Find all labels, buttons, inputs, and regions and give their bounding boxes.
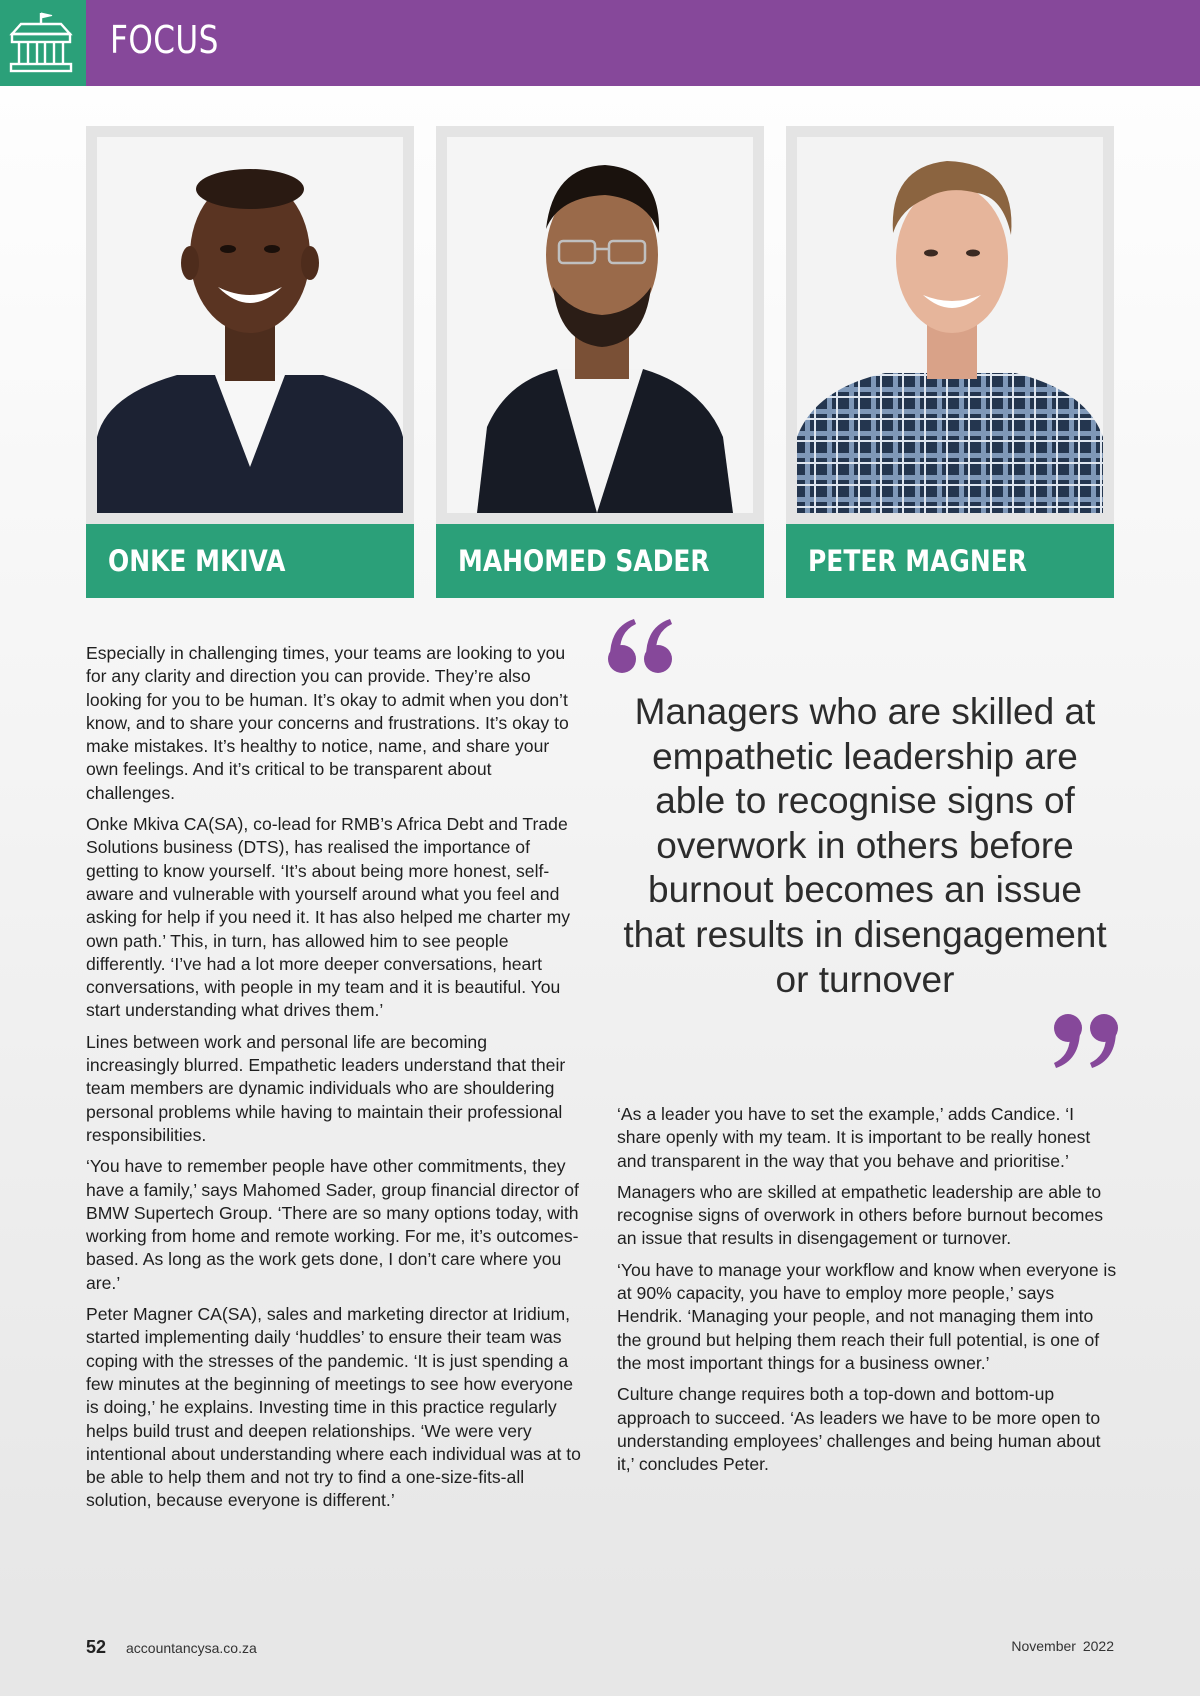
header-bar: [0, 0, 1200, 86]
article-right-column: [617, 1103, 1117, 1484]
photo-frame: [786, 126, 1114, 524]
open-quote-icon: [606, 617, 676, 677]
page-number: 52: [86, 1637, 107, 1657]
portrait-photo-peter-magner: [797, 137, 1103, 513]
article-paragraph: Lines between work and personal life are becoming increasingly blurred. Empathetic leaders understand that their team members are dynamic individuals who are shouldering personal problems while having to maintain their professional responsibilities.: [86, 1031, 566, 1145]
article-paragraph: ‘As a leader you have to set the example,’ adds Candice. ‘I share openly with my team. It is important to be really honest and transparent in the way that you behave and prioritise.’: [617, 1104, 1091, 1171]
name-bar: [86, 524, 414, 598]
article-paragraph: Peter Magner CA(SA), sales and marketing director at Iridium, started implementing daily ‘huddles’ to ensure their team was coping with the stresses of the pandemic. ‘It is just spending a few minutes at the beginning of meetings to see how everyone is doing,’ he explains. Investing time in this practice regularly helps build trust and deepen relationships. ‘We were very intentional about understanding where each individual was at to be able to help them and not try to find a one-size-fits-all solution, because everyone is different.’: [86, 1304, 581, 1511]
article-paragraph: ‘You have to remember people have other commitments, they have a family,’ says Mahomed Sader, group financial director of BMW Supertech Group. ‘There are so many options today, with working from home and remote working. For me, it’s outcomes-based. As long as the work gets done, I don’t care where you are.’: [86, 1156, 579, 1293]
pull-quote: Managers who are skilled at empathetic leadership are able to recognise signs of overwork in others before burnout becomes an issue that results in disengagement or turnover: [623, 691, 1107, 1000]
close-quote-icon: [1050, 1010, 1120, 1070]
photo-frame: [86, 126, 414, 524]
article-paragraph: Culture change requires both a top-down and bottom-up approach to succeed. ‘As leaders we have to be more open to understanding employees’ challenges and being human about it,’ concludes Peter.: [617, 1384, 1101, 1475]
profile-name: MAHOMED SADER: [458, 544, 710, 578]
profile-card-onke-mkiva: [86, 126, 414, 598]
name-bar: [786, 524, 1114, 598]
issue-date: November 2022: [1011, 1638, 1114, 1654]
article-paragraph: Managers who are skilled at empathetic leadership are able to recognise signs of overwork in others before burnout becomes an issue that results in disengagement or turnover.: [617, 1181, 1104, 1249]
portrait-photo-onke-mkiva: [97, 137, 403, 513]
building-icon: [9, 10, 73, 74]
portrait-photo-mahomed-sader: [447, 137, 753, 513]
article-paragraph: ‘You have to manage your workflow and know when everyone is at 90% capacity, you have to employ more people,’ says Hendrik. ‘Managing your people, and not managing them into the ground but helping them reach their full potential, is one of the most important things for a business owner.’: [617, 1259, 1117, 1373]
name-bar: [436, 524, 764, 598]
section-title: FOCUS: [110, 18, 219, 62]
photo-frame: [436, 126, 764, 524]
profile-name: ONKE MKIVA: [108, 544, 286, 578]
article-left-column: [86, 642, 582, 1521]
profile-card-mahomed-sader: [436, 126, 764, 598]
profile-card-peter-magner: [786, 126, 1114, 598]
article-paragraph: Onke Mkiva CA(SA), co-lead for RMB’s Africa Debt and Trade Solutions business (DTS), has realised the importance of getting to know yourself. ‘It’s about being more honest, self-aware and vulnerable with yourself around what you feel and asking for help if you need it. It has also helped me charter my own path.’ This, in turn, has allowed him to see people differently. ‘I’ve had a lot more deeper conversations, heart conversations, with people in my team and it is beautiful. You start understanding what drives them.’: [86, 814, 571, 1021]
website-link[interactable]: accountancysa.co.za: [126, 1640, 257, 1656]
section-icon-box: [0, 0, 86, 86]
article-paragraph: Especially in challenging times, your teams are looking to you for any clarity and direction you can provide. They’re also looking for you to be human. It’s okay to admit when you don’t know, and to share your concerns and frustrations. It’s okay to make mistakes. It’s healthy to notice, name, and share your own feelings. And it’s critical to be transparent about challenges.: [86, 643, 569, 803]
profile-name: PETER MAGNER: [808, 544, 1027, 578]
